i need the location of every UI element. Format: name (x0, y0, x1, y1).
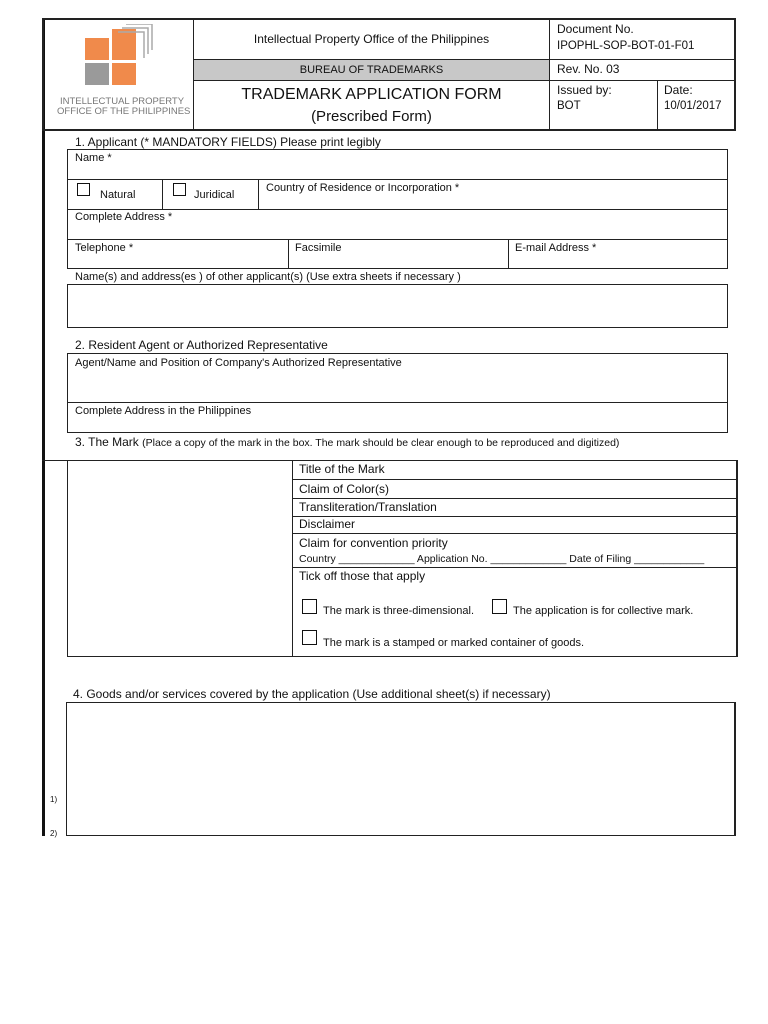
mark-title-label: Title of the Mark (299, 462, 385, 476)
three-dimensional-checkbox[interactable] (302, 599, 317, 614)
section3-heading (75, 436, 619, 450)
form-subtitle: (Prescribed Form) (311, 108, 432, 125)
date-value: 10/01/2017 (664, 100, 722, 112)
address-field[interactable] (68, 224, 727, 238)
mark-image-box[interactable] (68, 461, 291, 656)
transliteration-label: Transliteration/Translation (299, 500, 437, 514)
agent-label: Agent/Name and Position of Company's Authorized Representative (75, 357, 402, 369)
three-dimensional-label: The mark is three-dimensional. (323, 605, 475, 617)
goods-row-2: 2) (50, 829, 58, 838)
section3-note: (Place a copy of the mark in the box. The mark should be clear enough to be reproduced and digitized) (142, 437, 620, 449)
form-title: TRADEMARK APPLICATION FORM (241, 86, 502, 103)
section3-title: 3. The Mark (75, 435, 139, 449)
tick-label: Tick off those that apply (299, 569, 426, 583)
stamped-container-checkbox[interactable] (302, 630, 317, 645)
disclaimer-label: Disclaimer (299, 517, 356, 531)
juridical-checkbox[interactable] (173, 183, 186, 196)
date-label: Date: (664, 83, 693, 97)
issued-by-value: BOT (557, 100, 581, 112)
natural-label: Natural (100, 189, 136, 201)
issued-by-label: Issued by: (557, 83, 612, 97)
facsimile-label: Facsimile (295, 242, 342, 254)
section4-heading: 4. Goods and/or services covered by the application (Use additional sheet(s) if necessary) (73, 687, 551, 701)
country-label: Country of Residence or Incorporation * (266, 182, 460, 194)
name-field[interactable] (68, 165, 727, 178)
agent-address-label: Complete Address in the Philippines (75, 405, 252, 417)
other-applicants-label: Name(s) and address(es ) of other applicant(s) (Use extra sheets if necessary ) (75, 271, 461, 283)
collective-mark-label: The application is for collective mark. (513, 605, 694, 617)
rev-no: Rev. No. 03 (557, 62, 620, 76)
goods-row-1: 1) (50, 795, 58, 804)
telephone-label: Telephone * (75, 242, 134, 254)
email-label: E-mail Address * (515, 242, 597, 254)
goods-services-box[interactable] (66, 702, 736, 836)
agent-field[interactable] (68, 371, 727, 401)
address-label: Complete Address * (75, 211, 173, 223)
stamped-container-label: The mark is a stamped or marked container of goods. (323, 637, 585, 649)
collective-mark-checkbox[interactable] (492, 599, 507, 614)
bureau-name: BUREAU OF TRADEMARKS (299, 64, 444, 76)
natural-checkbox[interactable] (77, 183, 90, 196)
priority-label: Claim for convention priority (299, 536, 448, 550)
other-applicants-field[interactable] (67, 284, 728, 328)
page-left-border (42, 18, 45, 836)
section2-heading: 2. Resident Agent or Authorized Representative (75, 338, 328, 352)
doc-no-value: IPOPHL-SOP-BOT-01-F01 (557, 40, 695, 52)
juridical-label: Juridical (194, 189, 235, 201)
logo-text-line1: INTELLECTUAL PROPERTY (60, 96, 185, 107)
color-claim-label: Claim of Color(s) (299, 482, 390, 496)
doc-no-label: Document No. (557, 22, 634, 36)
agent-address-field[interactable] (68, 418, 727, 432)
org-name: Intellectual Property Office of the Philippines (253, 32, 490, 46)
logo-text-line2: OFFICE OF THE PHILIPPINES (57, 106, 191, 117)
priority-line: Country _____________ Application No. _____________ Date of Filing ____________ (299, 553, 705, 565)
section1-heading: 1. Applicant (* MANDATORY FIELDS) Please print legibly (75, 135, 381, 149)
name-field-label: Name * (75, 152, 112, 164)
